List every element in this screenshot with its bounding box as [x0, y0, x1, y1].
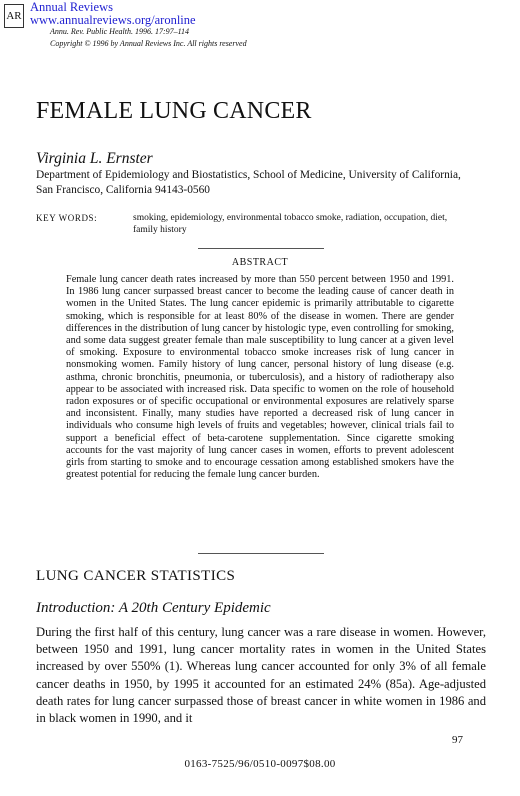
- keywords-list: smoking, epidemiology, environmental tobacco smoke, radiation, occupation, diet, family history: [133, 213, 448, 235]
- abstract-heading: ABSTRACT: [231, 257, 289, 268]
- body-paragraph: During the first half of this century, lung cancer was a rare disease in women. However, between 1950 and 1991, lung cancer mortality rates in women in the United States increased by over 550% (1). Whereas lung cancer accounted for only 3% of all female cancer deaths in 1950, by 1995 it accounted for an estimated 24% (85a). Age-adjusted death rates for lung cancer surpassed those of breast cancer in white women in 1986 and in black women in 1990, and it: [36, 625, 486, 726]
- subsection-heading: Introduction: A 20th Century Epidemic: [36, 600, 271, 616]
- logo-text: AR: [6, 10, 22, 22]
- author-affiliation: Department of Epidemiology and Biostatistics, School of Medicine, University of California, San Francisco, California 94143-0560: [36, 169, 461, 196]
- section-heading: LUNG CANCER STATISTICS: [36, 568, 236, 584]
- divider-top: [198, 248, 324, 249]
- journal-citation: Annu. Rev. Public Health. 1996. 17:97–114: [50, 27, 190, 36]
- article-code: 0163-7525/96/0510-0097$08.00: [184, 758, 336, 770]
- publisher-name-link[interactable]: Annual Reviews: [30, 0, 113, 14]
- abstract-text: Female lung cancer death rates increased by more than 550 percent between 1950 and 1991. In 1986 lung cancer surpassed breast cancer to become the leading cause of cancer death in women in the United States. The lung cancer epidemic is primarily attributable to cigarette smoking, which is responsible for at least 80% of the disease in women. There are gender differences in the distribution of lung cancer by histologic type, even controlling for smoking, and some data suggest greater female than male susceptibility to lung cancer at a given level of smoking. Exposure to environmental tobacco smoke increases risk of lung cancer in nonsmoking women. Family history of lung cancer, personal history of lung disease (e.g. asthma, chronic bronchitis, pneumonia, or tuberculosis), and a history of radiotherapy also appear to be associated with increased risk. Data specific to women on the role of household radon exposures or of specific occupational or environmental exposures are relatively sparse and inconsistent. Finally, many studies have reported a decreased risk of lung cancer in individuals who consume high levels of fruits and vegetables; however, clinical trials fail to support a beneficial effect of beta-carotene supplementation. Since cigarette smoking accounts for the vast majority of lung cancer cases in women, efforts to prevent adolescent girls from starting to smoke and to encourage cessation among established smokers have the greatest potential for reducing the female lung cancer burden.: [66, 274, 454, 481]
- page-number: 97: [452, 734, 463, 746]
- annual-reviews-logo: [4, 4, 24, 28]
- author-name: Virginia L. Ernster: [36, 150, 153, 167]
- article-title: FEMALE LUNG CANCER: [36, 98, 312, 124]
- copyright-notice: Copyright © 1996 by Annual Reviews Inc. All rights reserved: [50, 39, 247, 48]
- keywords-label: KEY WORDS:: [36, 213, 98, 223]
- divider-bottom: [198, 553, 324, 554]
- publisher-url-link[interactable]: www.annualreviews.org/aronline: [30, 13, 196, 27]
